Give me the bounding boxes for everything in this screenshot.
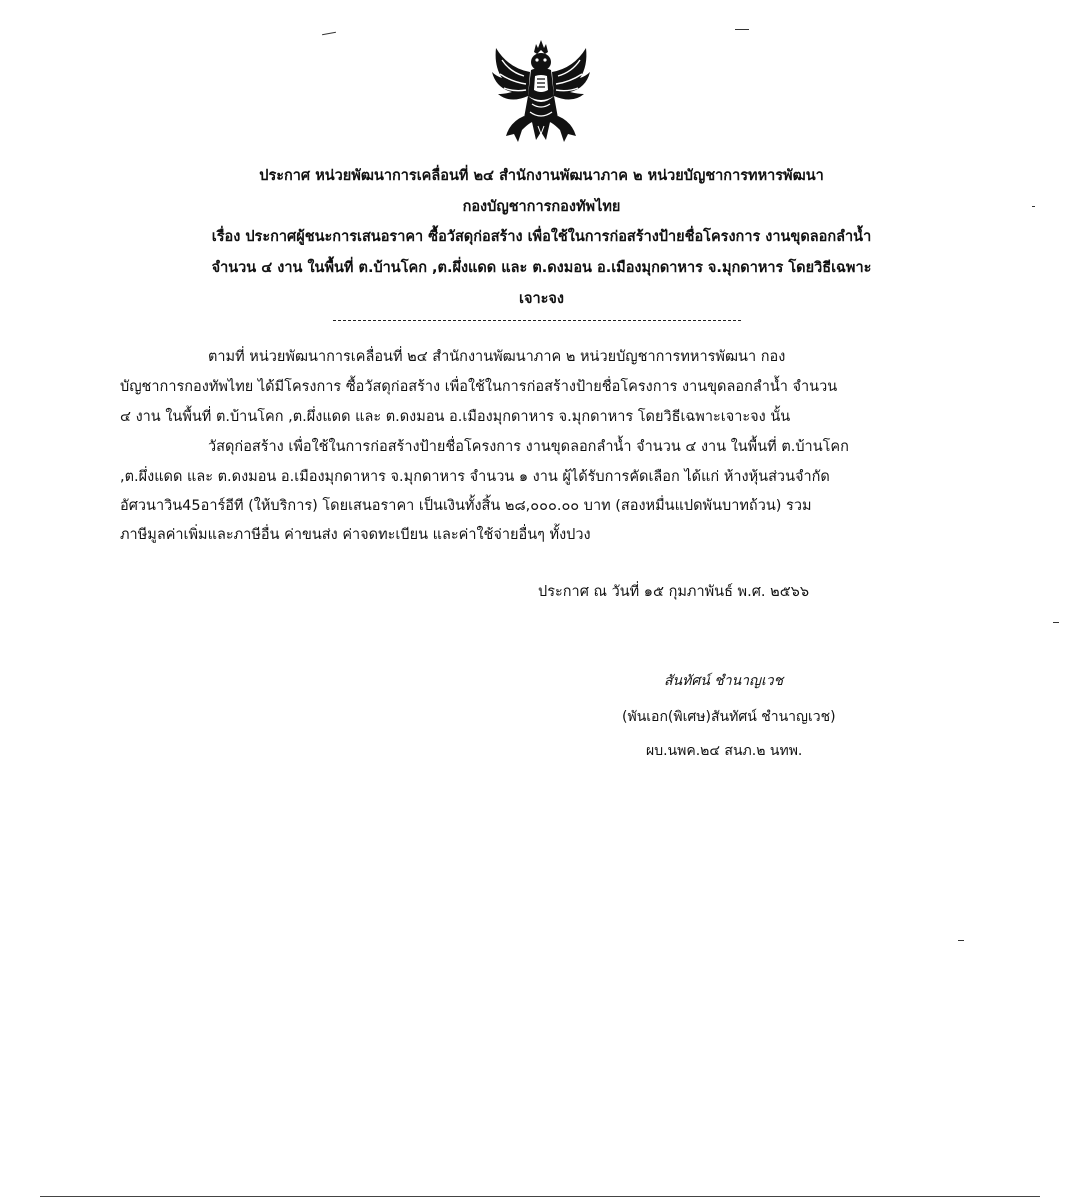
paragraph-2-line-3: อัศวนาวิน45อาร์อีที (ให้บริการ) โดยเสนอราคา เป็นเงินทั้งสิ้น ๒๘,๐๐๐.๐๐ บาท (สองหมื่นแปดพันบาทถ้วน) รวม: [120, 498, 812, 514]
announcement-title-line-2: กองบัญชาการกองทัพไทย: [462, 199, 621, 215]
garuda-emblem: [488, 38, 594, 144]
announcement-title-line-1: ประกาศ หน่วยพัฒนาการเคลื่อนที่ ๒๔ สำนักงานพัฒนาภาค ๒ หน่วยบัญชาการทหารพัฒนา: [259, 168, 824, 184]
scan-speck: [958, 940, 964, 941]
signatory-position: ผบ.นพค.๒๔ สนภ.๒ นทพ.: [646, 743, 803, 759]
scan-speck: [322, 32, 336, 35]
header-divider: [333, 320, 741, 321]
scan-speck: [735, 29, 749, 30]
paragraph-2-line-1: วัสดุก่อสร้าง เพื่อใช้ในการก่อสร้างป้ายชื่อโครงการ งานขุดลอกลำน้ำ จำนวน ๔ งาน ในพื้นที่ ต.บ้านโคก: [208, 439, 849, 455]
subject-line-1: เรื่อง ประกาศผู้ชนะการเสนอราคา ซื้อวัสดุก่อสร้าง เพื่อใช้ในการก่อสร้างป้ายชื่อโครงการ งานขุดลอกลำน้ำ: [211, 229, 872, 245]
paragraph-2-line-2: ,ต.ผึ่งแดด และ ต.ดงมอน อ.เมืองมุกดาหาร จ.มุกดาหาร จำนวน ๑ งาน ผู้ได้รับการคัดเลือก ได้แก่ ห้างหุ้นส่วนจำกัด: [120, 469, 830, 485]
subject-line-2: จำนวน ๔ งาน ในพื้นที่ ต.บ้านโคก ,ต.ผึ่งแดด และ ต.ดงมอน อ.เมืองมุกดาหาร จ.มุกดาหาร โดยวิธีเฉพาะ: [211, 260, 872, 276]
subject-line-3: เจาะจง: [519, 291, 564, 307]
scan-speck: [1053, 622, 1059, 623]
paragraph-1-line-1: ตามที่ หน่วยพัฒนาการเคลื่อนที่ ๒๔ สำนักงานพัฒนาภาค ๒ หน่วยบัญชาการทหารพัฒนา กอง: [208, 349, 786, 365]
announcement-date: ประกาศ ณ วันที่ ๑๕ กุมภาพันธ์ พ.ศ. ๒๕๖๖: [538, 584, 810, 600]
page-bottom-edge: [40, 1196, 1040, 1197]
paragraph-2-line-4: ภาษีมูลค่าเพิ่มและภาษีอื่น ค่าขนส่ง ค่าจดทะเบียน และค่าใช้จ่ายอื่นๆ ทั้งปวง: [120, 527, 591, 543]
paragraph-1-line-3: ๔ งาน ในพื้นที่ ต.บ้านโคก ,ต.ผึ่งแดด และ ต.ดงมอน อ.เมืองมุกดาหาร จ.มุกดาหาร โดยวิธีเฉพาะเจาะจง นั้น: [120, 409, 791, 425]
signatory-full-name: (พันเอก(พิเศษ)สันทัศน์ ชำนาญเวช): [622, 709, 836, 725]
paragraph-1-line-2: บัญชาการกองทัพไทย ได้มีโครงการ ซื้อวัสดุก่อสร้าง เพื่อใช้ในการก่อสร้างป้ายชื่อโครงการ งานขุดลอกลำน้ำ จำนวน: [120, 379, 838, 395]
signature: สันทัศน์ ชำนาญเวช: [664, 673, 784, 689]
